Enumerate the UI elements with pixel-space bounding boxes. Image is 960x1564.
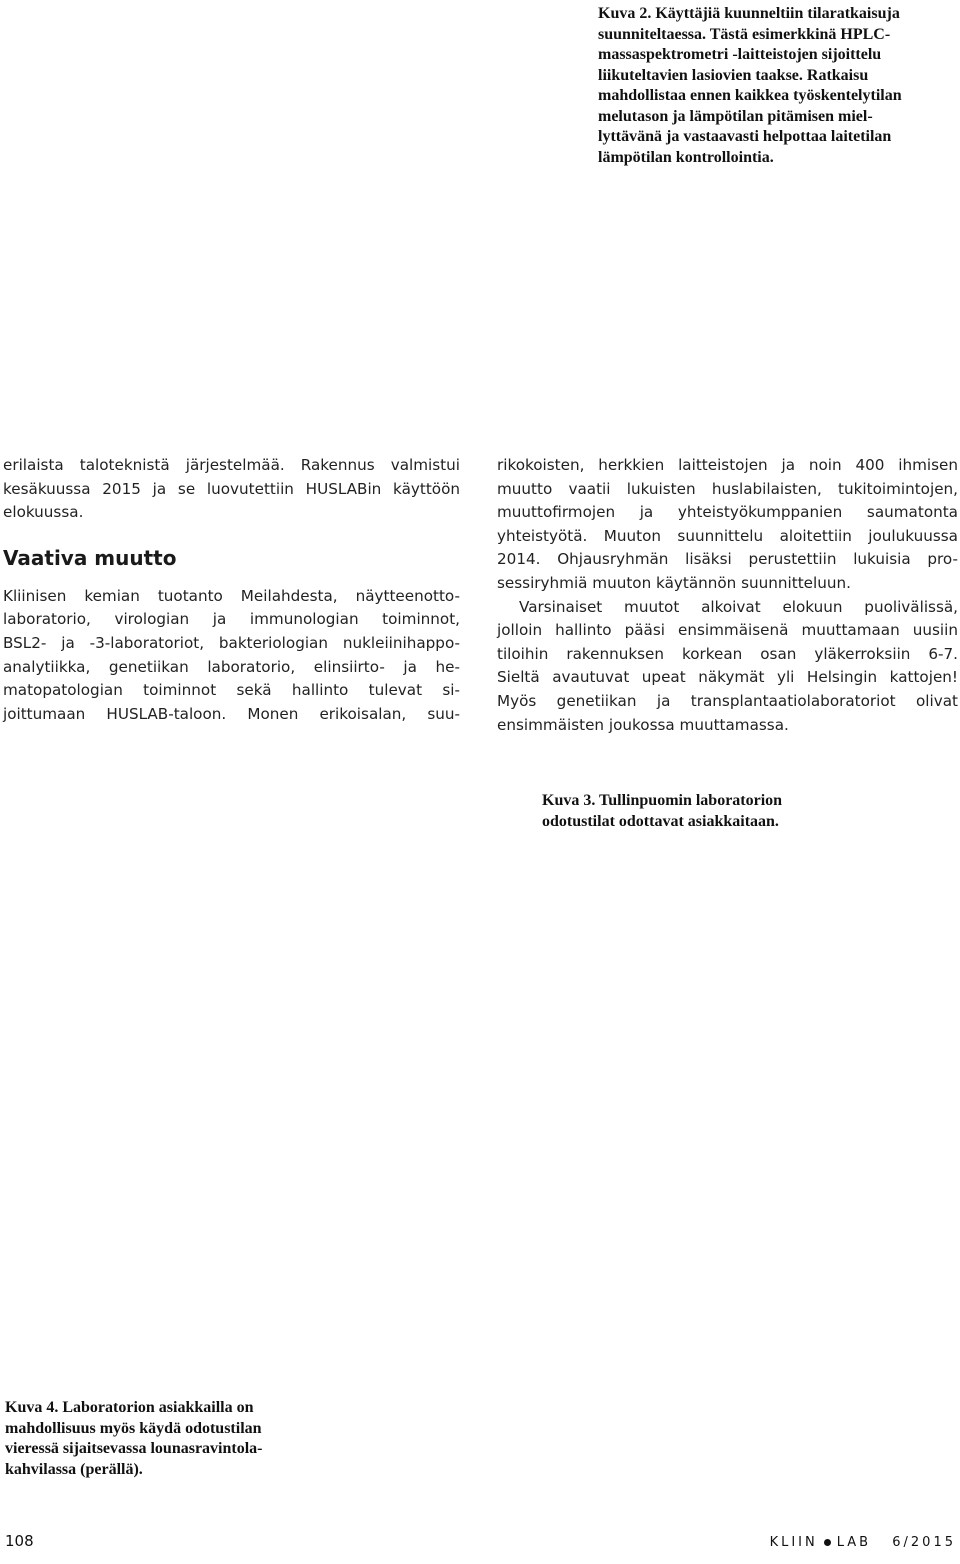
figure-caption-2	[598, 4, 902, 168]
body-line: jolloin hallinto pääsi ensimmäisenä muuttamaan uusiin	[497, 621, 958, 640]
body-line: Kliinisen kemian tuotanto Meilahdesta, näytteenotto-	[3, 586, 460, 605]
body-line: muutto vaatii lukuisten huslabilaisten, tukitoimintojen,	[497, 479, 958, 498]
body-line: BSL2- ja -3-laboratoriot, bakteriologian nukleiinihappo-	[3, 633, 460, 652]
caption-line: massaspektrometri -laitteistojen sijoittelu	[598, 46, 882, 63]
body-line: yhteistyötä. Muuton suunnittelu aloitettiin joulukuussa	[497, 526, 958, 545]
body-line: kesäkuussa 2015 ja se luovutettiin HUSLABin käyttöön	[3, 479, 460, 498]
caption-line: lämpötilan kontrollointia.	[598, 148, 774, 166]
bullet-separator	[824, 1539, 831, 1546]
caption-line: kahvilassa (perällä).	[5, 1460, 143, 1478]
caption-line: liikuteltavien lasiovien taakse. Ratkaisu	[598, 66, 869, 84]
publication-name-right: LAB	[836, 1535, 872, 1550]
page-number: 108	[5, 1532, 34, 1550]
caption-line: melutason ja lämpötilan pitämisen miel-	[598, 107, 873, 125]
body-line: Sieltä avautuvat upeat näkymät yli Helsingin kattojen!	[497, 668, 958, 687]
figure-caption-3	[542, 791, 782, 832]
article-column-left	[3, 454, 460, 726]
body-line: erilaista taloteknistä järjestelmää. Rakennus valmistui	[3, 456, 460, 474]
caption-line: lyttävänä ja vastaavasti helpottaa laitetilan	[598, 128, 892, 145]
body-line: Myös genetiikan ja transplantaatiolaboratoriot olivat	[497, 691, 958, 710]
issue-number: 6/2015	[892, 1535, 956, 1550]
body-line: laboratorio, virologian ja immunologian toiminnot,	[3, 610, 460, 629]
body-line: analytiikka, genetiikan laboratorio, elinsiirto- ja he-	[3, 657, 460, 676]
body-line: 2014. Ohjausryhmän lisäksi perustettiin lukuisia pro-	[497, 550, 958, 569]
caption-line: odotustilat odottavat asiakkaitaan.	[542, 812, 779, 830]
body-line: elokuussa.	[3, 503, 84, 522]
caption-line: mahdollistaa ennen kaikkea työskentelytilan	[598, 87, 902, 104]
body-line: Varsinaiset muutot alkoivat elokuun puolivälissä,	[519, 597, 958, 616]
body-line: matopatologian toiminnot sekä hallinto tulevat si-	[3, 681, 460, 700]
body-line: joittumaan HUSLAB-taloon. Monen erikoisalan, suu-	[3, 704, 460, 723]
section-heading: Vaativa muutto	[3, 545, 177, 570]
body-line: tiloihin rakennuksen korkean osan yläkerroksiin 6-7.	[497, 644, 958, 663]
caption-line: Kuva 2. Käyttäjiä kuunneltiin tilaratkaisuja	[598, 5, 900, 22]
body-line: sessiryhmiä muuton käytännön suunnitteluun.	[497, 573, 851, 592]
body-line: rikokoisten, herkkien laitteistojen ja noin 400 ihmisen	[497, 456, 958, 474]
caption-line: Kuva 3. Tullinpuomin laboratorion	[542, 792, 783, 809]
figure-caption-4	[5, 1398, 262, 1480]
publication-footer	[770, 1535, 956, 1550]
caption-line: suunniteltaessa. Tästä esimerkkinä HPLC-	[598, 25, 891, 43]
caption-line: mahdollisuus myös käydä odotustilan	[5, 1419, 262, 1437]
publication-name-left: KLIIN	[769, 1535, 818, 1550]
body-line: ensimmäisten joukossa muuttamassa.	[497, 715, 789, 734]
body-line: muuttofirmojen ja yhteistyökumppanien saumatonta	[497, 503, 958, 522]
caption-line: Kuva 4. Laboratorion asiakkailla on	[5, 1399, 254, 1416]
caption-line: vieressä sijaitsevassa lounasravintola-	[5, 1440, 263, 1457]
article-column-right	[497, 454, 958, 737]
